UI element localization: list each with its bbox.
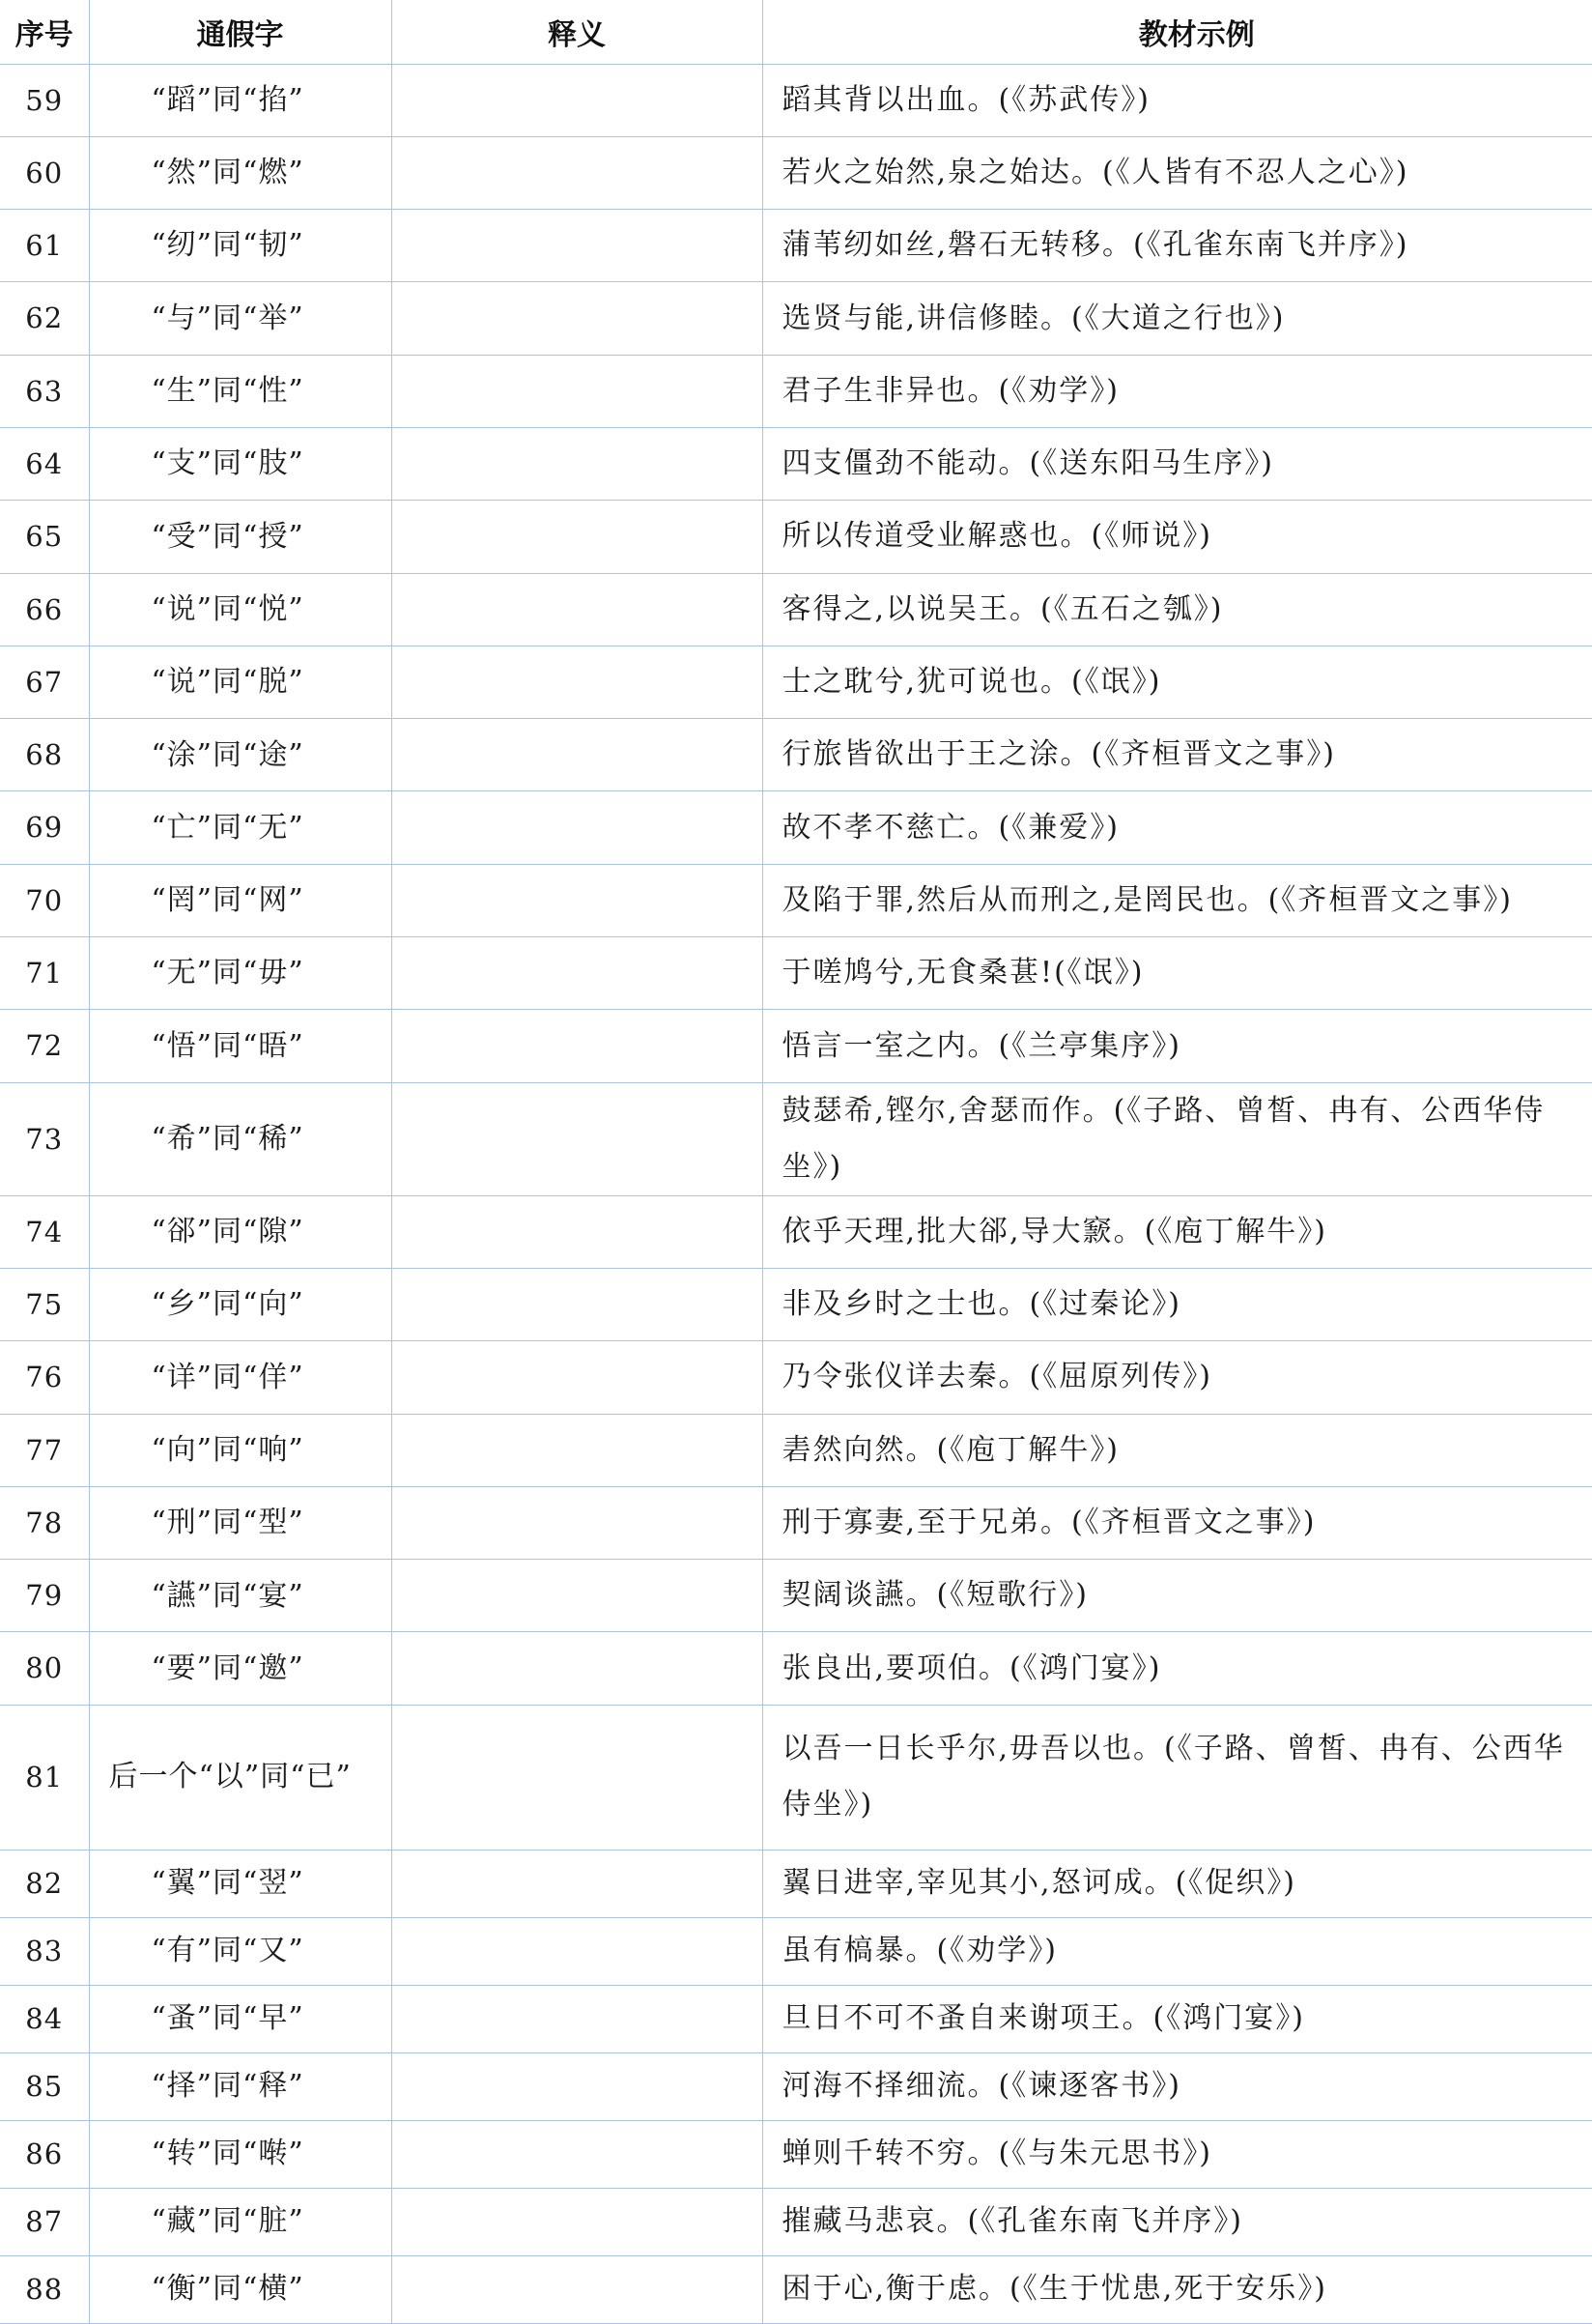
example-cell: 河海不择细流。(《谏逐客书》)	[762, 2052, 1592, 2120]
meaning-cell	[391, 355, 762, 427]
row-number: 65	[0, 501, 89, 573]
row-number: 79	[0, 1560, 89, 1632]
row-number: 73	[0, 1082, 89, 1195]
row-number: 82	[0, 1850, 89, 1917]
term-cell: “郤”同“隙”	[89, 1195, 391, 1268]
row-number: 62	[0, 282, 89, 355]
term-cell: “刑”同“型”	[89, 1486, 391, 1559]
example-cell: 于嗟鸠兮,无食桑葚!(《氓》)	[762, 937, 1592, 1010]
row-number: 88	[0, 2255, 89, 2323]
table-row	[0, 355, 1592, 427]
table-row	[0, 427, 1592, 500]
example-cell: 非及乡时之士也。(《过秦论》)	[762, 1268, 1592, 1340]
table-row	[0, 1486, 1592, 1559]
meaning-cell	[391, 282, 762, 355]
header-example: 教材示例	[762, 0, 1592, 64]
table-row	[0, 1560, 1592, 1632]
term-cell: “罔”同“网”	[89, 864, 391, 936]
term-cell: “与”同“举”	[89, 282, 391, 355]
row-number: 83	[0, 1917, 89, 1985]
row-number: 72	[0, 1010, 89, 1082]
example-cell: 鼓瑟希,铿尔,舍瑟而作。(《子路、曾皙、冉有、公西华侍坐》)	[762, 1082, 1592, 1195]
term-cell: “衡”同“横”	[89, 2255, 391, 2323]
table-row	[0, 2255, 1592, 2323]
meaning-cell	[391, 791, 762, 864]
example-cell: 蒲苇纫如丝,磐石无转移。(《孔雀东南飞并序》)	[762, 210, 1592, 282]
example-cell: 乃令张仪详去秦。(《屈原列传》)	[762, 1341, 1592, 1414]
header-index: 序号	[0, 0, 89, 64]
table-row	[0, 1985, 1592, 2052]
example-cell: 困于心,衡于虑。(《生于忧患,死于安乐》)	[762, 2255, 1592, 2323]
term-cell: “择”同“释”	[89, 2052, 391, 2120]
example-cell: 悟言一室之内。(《兰亭集序》)	[762, 1010, 1592, 1082]
table-row	[0, 1705, 1592, 1850]
meaning-cell	[391, 136, 762, 209]
row-number: 66	[0, 573, 89, 646]
term-cell: “藏”同“脏”	[89, 2188, 391, 2255]
term-cell: “无”同“毋”	[89, 937, 391, 1010]
term-cell: “支”同“肢”	[89, 427, 391, 500]
example-cell: 行旅皆欲出于王之涂。(《齐桓晋文之事》)	[762, 719, 1592, 791]
meaning-cell	[391, 864, 762, 936]
meaning-cell	[391, 501, 762, 573]
meaning-cell	[391, 210, 762, 282]
term-cell: “说”同“脱”	[89, 646, 391, 718]
term-cell: “悟”同“晤”	[89, 1010, 391, 1082]
table-row	[0, 937, 1592, 1010]
term-cell: “要”同“邀”	[89, 1632, 391, 1705]
meaning-cell	[391, 1705, 762, 1850]
meaning-cell	[391, 1850, 762, 1917]
example-cell: 依乎天理,批大郤,导大窾。(《庖丁解牛》)	[762, 1195, 1592, 1268]
term-cell: “受”同“授”	[89, 501, 391, 573]
table-row	[0, 646, 1592, 718]
example-cell: 故不孝不慈亡。(《兼爱》)	[762, 791, 1592, 864]
example-cell: 君子生非异也。(《劝学》)	[762, 355, 1592, 427]
table-row	[0, 1082, 1592, 1195]
row-number: 84	[0, 1985, 89, 2052]
row-number: 67	[0, 646, 89, 718]
table-row	[0, 64, 1592, 136]
table-row	[0, 1850, 1592, 1917]
example-cell: 士之耽兮,犹可说也。(《氓》)	[762, 646, 1592, 718]
row-number: 71	[0, 937, 89, 1010]
term-cell: “乡”同“向”	[89, 1268, 391, 1340]
meaning-cell	[391, 2120, 762, 2188]
meaning-cell	[391, 573, 762, 646]
meaning-cell	[391, 1341, 762, 1414]
example-cell: 蹈其背以出血。(《苏武传》)	[762, 64, 1592, 136]
meaning-cell	[391, 2255, 762, 2323]
example-cell: 选贤与能,讲信修睦。(《大道之行也》)	[762, 282, 1592, 355]
table-row	[0, 210, 1592, 282]
term-cell: “蹈”同“掐”	[89, 64, 391, 136]
meaning-cell	[391, 1917, 762, 1985]
row-number: 74	[0, 1195, 89, 1268]
table-body	[0, 64, 1592, 2323]
meaning-cell	[391, 1985, 762, 2052]
meaning-cell	[391, 1560, 762, 1632]
term-cell: “转”同“啭”	[89, 2120, 391, 2188]
term-cell: “亡”同“无”	[89, 791, 391, 864]
term-cell: “然”同“燃”	[89, 136, 391, 209]
term-cell: “蚤”同“早”	[89, 1985, 391, 2052]
example-cell: 若火之始然,泉之始达。(《人皆有不忍人之心》)	[762, 136, 1592, 209]
example-cell: 所以传道受业解惑也。(《师说》)	[762, 501, 1592, 573]
table-row	[0, 573, 1592, 646]
table-row	[0, 1341, 1592, 1414]
example-cell: 张良出,要项伯。(《鸿门宴》)	[762, 1632, 1592, 1705]
header-term: 通假字	[89, 0, 391, 64]
row-number: 68	[0, 719, 89, 791]
row-number: 81	[0, 1705, 89, 1850]
meaning-cell	[391, 1268, 762, 1340]
row-number: 60	[0, 136, 89, 209]
table-row	[0, 501, 1592, 573]
row-number: 77	[0, 1414, 89, 1486]
term-cell: “详”同“佯”	[89, 1341, 391, 1414]
example-cell: 及陷于罪,然后从而刑之,是罔民也。(《齐桓晋文之事》)	[762, 864, 1592, 936]
table-row	[0, 864, 1592, 936]
term-cell: “有”同“又”	[89, 1917, 391, 1985]
meaning-cell	[391, 1486, 762, 1559]
table-row	[0, 719, 1592, 791]
term-cell: “翼”同“翌”	[89, 1850, 391, 1917]
row-number: 86	[0, 2120, 89, 2188]
example-cell: 契阔谈讌。(《短歌行》)	[762, 1560, 1592, 1632]
row-number: 76	[0, 1341, 89, 1414]
term-cell: 后一个“以”同“已”	[89, 1705, 391, 1850]
row-number: 63	[0, 355, 89, 427]
term-cell: “涂”同“途”	[89, 719, 391, 791]
term-cell: “希”同“稀”	[89, 1082, 391, 1195]
header-meaning: 释义	[391, 0, 762, 64]
meaning-cell	[391, 1632, 762, 1705]
table-header-row	[0, 0, 1592, 64]
meaning-cell	[391, 1414, 762, 1486]
meaning-cell	[391, 2188, 762, 2255]
example-cell: 蝉则千转不穷。(《与朱元思书》)	[762, 2120, 1592, 2188]
row-number: 70	[0, 864, 89, 936]
example-cell: 虽有槁暴。(《劝学》)	[762, 1917, 1592, 1985]
meaning-cell	[391, 427, 762, 500]
term-cell: “讌”同“宴”	[89, 1560, 391, 1632]
table-row	[0, 2052, 1592, 2120]
row-number: 78	[0, 1486, 89, 1559]
table-row	[0, 136, 1592, 209]
example-cell: 四支僵劲不能动。(《送东阳马生序》)	[762, 427, 1592, 500]
meaning-cell	[391, 1010, 762, 1082]
row-number: 64	[0, 427, 89, 500]
row-number: 69	[0, 791, 89, 864]
row-number: 75	[0, 1268, 89, 1340]
term-cell: “纫”同“韧”	[89, 210, 391, 282]
table-row	[0, 1414, 1592, 1486]
example-cell: 刑于寡妻,至于兄弟。(《齐桓晋文之事》)	[762, 1486, 1592, 1559]
table-row	[0, 282, 1592, 355]
row-number: 87	[0, 2188, 89, 2255]
table-row	[0, 1010, 1592, 1082]
term-cell: “向”同“响”	[89, 1414, 391, 1486]
example-cell: 以吾一日长乎尔,毋吾以也。(《子路、曾皙、冉有、公西华侍坐》)	[762, 1705, 1592, 1850]
table-row	[0, 1917, 1592, 1985]
table-row	[0, 1632, 1592, 1705]
row-number: 80	[0, 1632, 89, 1705]
table-row	[0, 2120, 1592, 2188]
table-row	[0, 1195, 1592, 1268]
example-cell: 旦日不可不蚤自来谢项王。(《鸿门宴》)	[762, 1985, 1592, 2052]
meaning-cell	[391, 2052, 762, 2120]
row-number: 61	[0, 210, 89, 282]
term-cell: “说”同“悦”	[89, 573, 391, 646]
meaning-cell	[391, 64, 762, 136]
example-cell: 摧藏马悲哀。(《孔雀东南飞并序》)	[762, 2188, 1592, 2255]
meaning-cell	[391, 1082, 762, 1195]
meaning-cell	[391, 1195, 762, 1268]
table-row	[0, 791, 1592, 864]
example-cell: 客得之,以说吴王。(《五石之瓠》)	[762, 573, 1592, 646]
example-cell: 翼日进宰,宰见其小,怒诃成。(《促织》)	[762, 1850, 1592, 1917]
row-number: 59	[0, 64, 89, 136]
table-row	[0, 2188, 1592, 2255]
term-cell: “生”同“性”	[89, 355, 391, 427]
row-number: 85	[0, 2052, 89, 2120]
meaning-cell	[391, 646, 762, 718]
table-row	[0, 1268, 1592, 1340]
meaning-cell	[391, 937, 762, 1010]
example-cell: 砉然向然。(《庖丁解牛》)	[762, 1414, 1592, 1486]
meaning-cell	[391, 719, 762, 791]
